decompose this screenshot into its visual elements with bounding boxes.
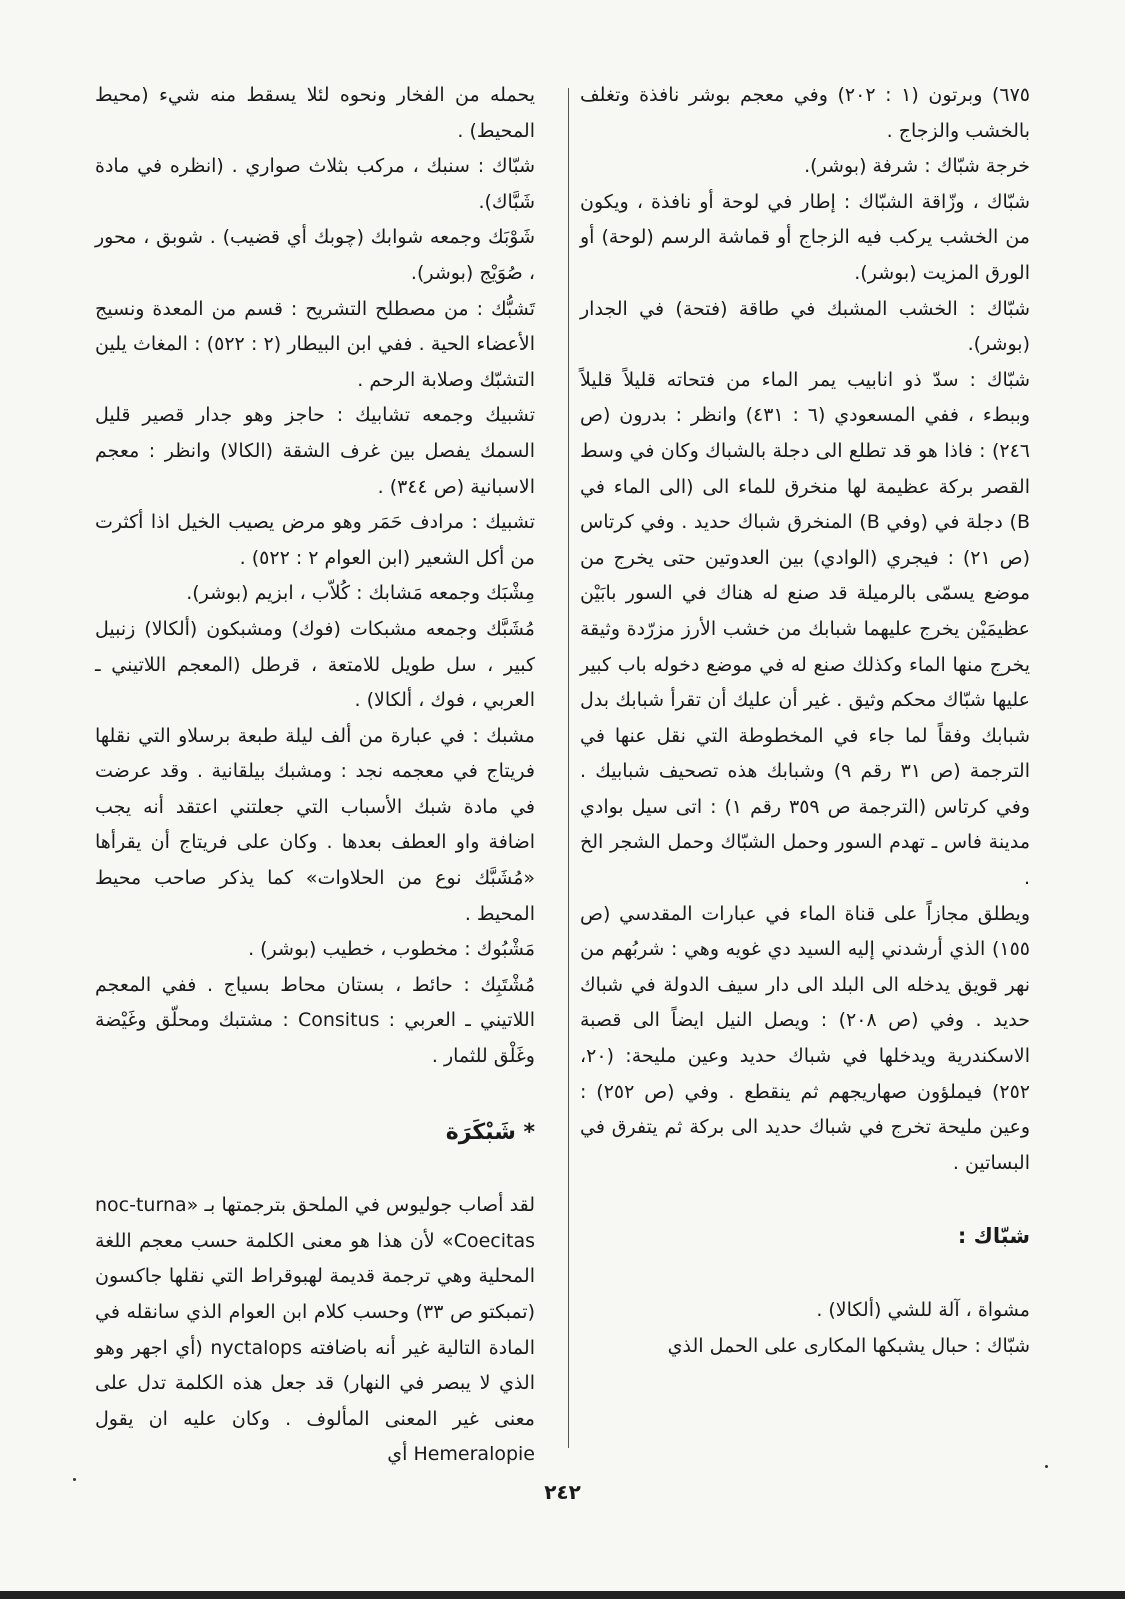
paragraph: شبّاك : سنبك ، مركب بثلاث صواري . (انظره في مادة شَبَّاك). bbox=[95, 155, 535, 213]
paragraph: شبّاك ، وزّاقة الشبّاك : إطار في لوحة أو نافذة ، ويكون من الخشب يركب فيه الزجاج أو قماشة الرسم (لوحة) أو الورق المزيت (بوشر). bbox=[580, 190, 1030, 284]
section-heading: * شَبْكَرَة bbox=[445, 1119, 535, 1145]
paragraph: شبّاك : حبال يشبكها المكارى على الحمل الذي bbox=[667, 1334, 1030, 1357]
paragraph: ٦٧٥) وبرتون (١ : ٢٠٢) وفي معجم بوشر نافذة وتغلف بالخشب والزجاج . bbox=[580, 84, 1030, 142]
paragraph: يحمله من الفخار ونحوه لئلا يسقط منه شيء (محيط المحيط) . bbox=[95, 84, 535, 142]
scan-edge bbox=[0, 1591, 1125, 1599]
paragraph: مشواة ، آلة للشي (ألكالا) . bbox=[816, 1299, 1030, 1321]
subheading: شبّاك : bbox=[957, 1224, 1030, 1249]
paragraph: مشبك : في عبارة من ألف ليلة طبعة برسلاو التي نقلها فريتاج في معجمه نجد : ومشبك بيلقانية . وقد عرضت في مادة شبك الأسباب التي جعلتني اعتقد أنه يجب اضافة واو العطف بعدها . وكان على فريتاج أن يقرأها «مُشَبَّك نوع من الحلاوات» كما يذكر صاحب محيط المحيط . bbox=[95, 724, 535, 925]
paragraph: تشبيك : مرادف حَمَر وهو مرض يصيب الخيل اذا أكثرت من أكل الشعير (ابن العوام ٢ : ٥٢٢) . bbox=[95, 511, 535, 569]
speck-mark bbox=[1045, 1465, 1048, 1468]
paragraph: ويطلق مجازاً على قناة الماء في عبارات المقدسي (ص ١٥٥) الذي أرشدني إليه السيد دي غويه وهي : شربُهم من نهر قويق يدخله الى البلد الى دار سيف الدولة في شباك حديد . وفي (ص ٢٠٨) : ويصل النيل ايضاً الى قصبة الاسكندرية ويدخلها في شباك حديد وعين مليحة: (٢٠، ٢٥٢) فيملؤون صهاريجهم ثم ينقطع . وفي (ص ٢٥٢) : وعين مليحة تخرج في شباك حديد الى بركة ثم يتفرق في البساتين . bbox=[580, 902, 1031, 1174]
paragraph: مَشْبُوك : مخطوب ، خطيب (بوشر) . bbox=[248, 938, 535, 961]
paragraph: لقد أصاب جوليوس في الملحق بترجمتها بـ «noc-turna Coecitas» لأن هذا هو معنى الكلمة حسب معجم اللغة المحلية وهي ترجمة قديمة لهبوقراط التي نقلها جاكسون (تمبكتو ص ٣٣) وحسب كلام ابن العوام الذي سانقله في المادة التالية غير أنه باضافته nyctalops (أي اجهر وهو الذي لا يبصر في النهار) قد جعل هذه الكلمة تدل على معنى غير المعنى المألوف . وكان عليه ان يقول Hemeralopie أي bbox=[95, 1194, 535, 1466]
column-divider bbox=[568, 88, 569, 1448]
paragraph: مُشَبَّك وجمعه مشبكات (فوك) ومشبكون (ألكالا) زنبيل كبير ، سل طويل للامتعة ، قرطل (المعجم اللاتيني ـ العربي ، فوك ، ألكالا) . bbox=[95, 617, 535, 712]
paragraph: تَشبُّك : من مصطلح التشريح : قسم من المعدة ونسيج الأعضاء الحية . ففي ابن البيطار (٢ : ٥٢٢) : المغاث يلين التشبّك وصلابة الرحم . bbox=[95, 297, 535, 391]
right-column bbox=[580, 78, 1030, 1364]
paragraph: شبّاك : سدّ ذو انابيب يمر الماء من فتحاته قليلاً قليلاً وببطء ، ففي المسعودي (٦ : ٤٣١) وانظر : بدرون (ص ٢٤٦) : فاذا هو قد تطلع الى دجلة بالشباك وكان في وسط القصر بركة عظيمة لها منخرق للماء الى (الى الماء في B) دجلة في (وفي B) المنخرق شباك حديد . وفي كرتاس (ص ٢١) : فيجري (الوادي) بين العدوتين حتى يخرج من موضع يسمّى بالرميلة قد صنع له هناك في السور بابَيْن عظيمَيْن يخرج عليهما شبابك من خشب الأرز مزرّدة وثيقة يخرج منها الماء وكذلك صنع له في موضع دخوله باب كبير عليها شبّاك محكم وثيق . غير أن عليك أن تقرأ شبابك بدل شبابك وفقاً لما جاء في المخطوطة التي نقل عنها في الترجمة (ص ٣١ رقم ٩) وشبابك هذه تصحيف شبابيك . وفي كرتاس (الترجمة ص ٣٥٩ رقم ١) : اتى سيل بوادي مدينة فاس ـ تهدم السور وحمل الشبّاك وحمل الشجر الخ . bbox=[580, 368, 1031, 890]
page-number: ٢٤٢ bbox=[544, 1480, 581, 1504]
left-column bbox=[95, 78, 535, 1473]
paragraph: مُشْتَبِك : حائط ، بستان محاط بسياج . ففي المعجم اللاتيني ـ العربي : Consitus : مشتبك ومحلّق وغَيْضة وغَلْق للثمار . bbox=[95, 973, 535, 1068]
paragraph: شبّاك : الخشب المشبك في طاقة (فتحة) في الجدار (بوشر). bbox=[580, 297, 1030, 356]
paragraph: خرجة شبّاك : شرفة (بوشر). bbox=[804, 155, 1030, 178]
paragraph: شَوْبَك وجمعه شوابك (چوبك أي قضيب) . شوبق ، محور ، صُوَيْج (بوشر). bbox=[95, 226, 535, 284]
speck-mark bbox=[73, 1478, 76, 1481]
paragraph: مِشْبَك وجمعه مَشابك : كُلاّب ، ابزيم (بوشر). bbox=[186, 582, 535, 605]
paragraph: تشبيك وجمعه تشابيك : حاجز وهو جدار قصير قليل السمك يفصل بين غرف الشقة (الكالا) وانظر : معجم الاسبانية (ص ٣٤٤) . bbox=[95, 404, 535, 498]
